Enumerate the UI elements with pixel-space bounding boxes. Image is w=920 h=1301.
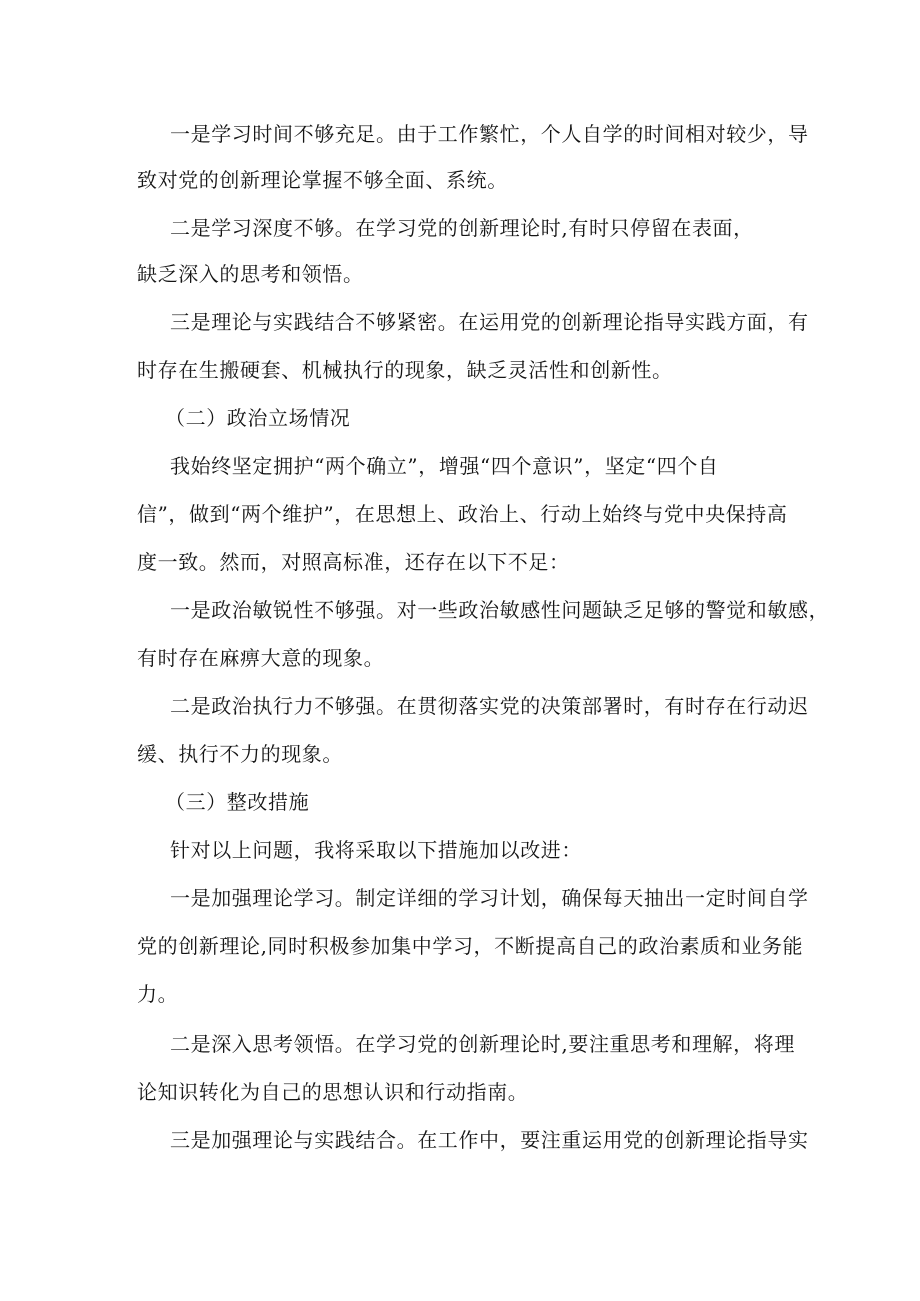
paragraph-line: 论知识转化为自己的思想认识和行动指南。 xyxy=(137,1080,529,1104)
paragraph-line: 信”，做到“两个维护”，在思想上、政治上、行动上始终与党中央保持高 xyxy=(137,502,788,526)
paragraph-line: 党的创新理论,同时积极参加集中学习，不断提高自己的政治素质和业务能 xyxy=(137,934,804,958)
section-heading: （三）整改措施 xyxy=(165,790,310,814)
paragraph-line: 针对以上问题，我将采取以下措施加以改进： xyxy=(170,838,582,862)
paragraph-line: 三是加强理论与实践结合。在工作中，要注重运用党的创新理论指导实 xyxy=(170,1128,809,1152)
paragraph-line: 度一致。然而，对照高标准，还存在以下不足： xyxy=(137,550,570,574)
paragraph-line: 致对党的创新理论掌握不够全面、系统。 xyxy=(137,168,508,192)
paragraph-line: 有时存在麻痹大意的现象。 xyxy=(137,646,385,670)
paragraph-line: 缺乏深入的思考和领悟。 xyxy=(137,262,364,286)
paragraph-line: 我始终坚定拥护“两个确立”，增强“四个意识”，坚定“四个自 xyxy=(170,454,719,478)
paragraph-line: 二是学习深度不够。在学习党的创新理论时,有时只停留在表面， xyxy=(170,216,754,240)
paragraph-line: 时存在生搬硬套、机械执行的现象，缺乏灵活性和创新性。 xyxy=(137,358,673,382)
paragraph-line: 三是理论与实践结合不够紧密。在运用党的创新理论指导实践方面，有 xyxy=(170,310,809,334)
paragraph-line: 一是学习时间不够充足。由于工作繁忙，个人自学的时间相对较少，导 xyxy=(170,122,809,146)
paragraph-line: 力。 xyxy=(137,982,179,1006)
paragraph-line: 二是政治执行力不够强。在贯彻落实党的决策部署时，有时存在行动迟 xyxy=(170,694,809,718)
paragraph-line: 缓、执行不力的现象。 xyxy=(137,742,343,766)
paragraph-line: 二是深入思考领悟。在学习党的创新理论时,要注重思考和理解，将理 xyxy=(170,1032,795,1056)
paragraph-line: 一是政治敏锐性不够强。对一些政治敏感性问题缺乏足够的警觉和敏感， xyxy=(170,598,830,622)
paragraph-line: 一是加强理论学习。制定详细的学习计划，确保每天抽出一定时间自学 xyxy=(170,886,809,910)
section-heading: （二）政治立场情况 xyxy=(165,406,351,430)
